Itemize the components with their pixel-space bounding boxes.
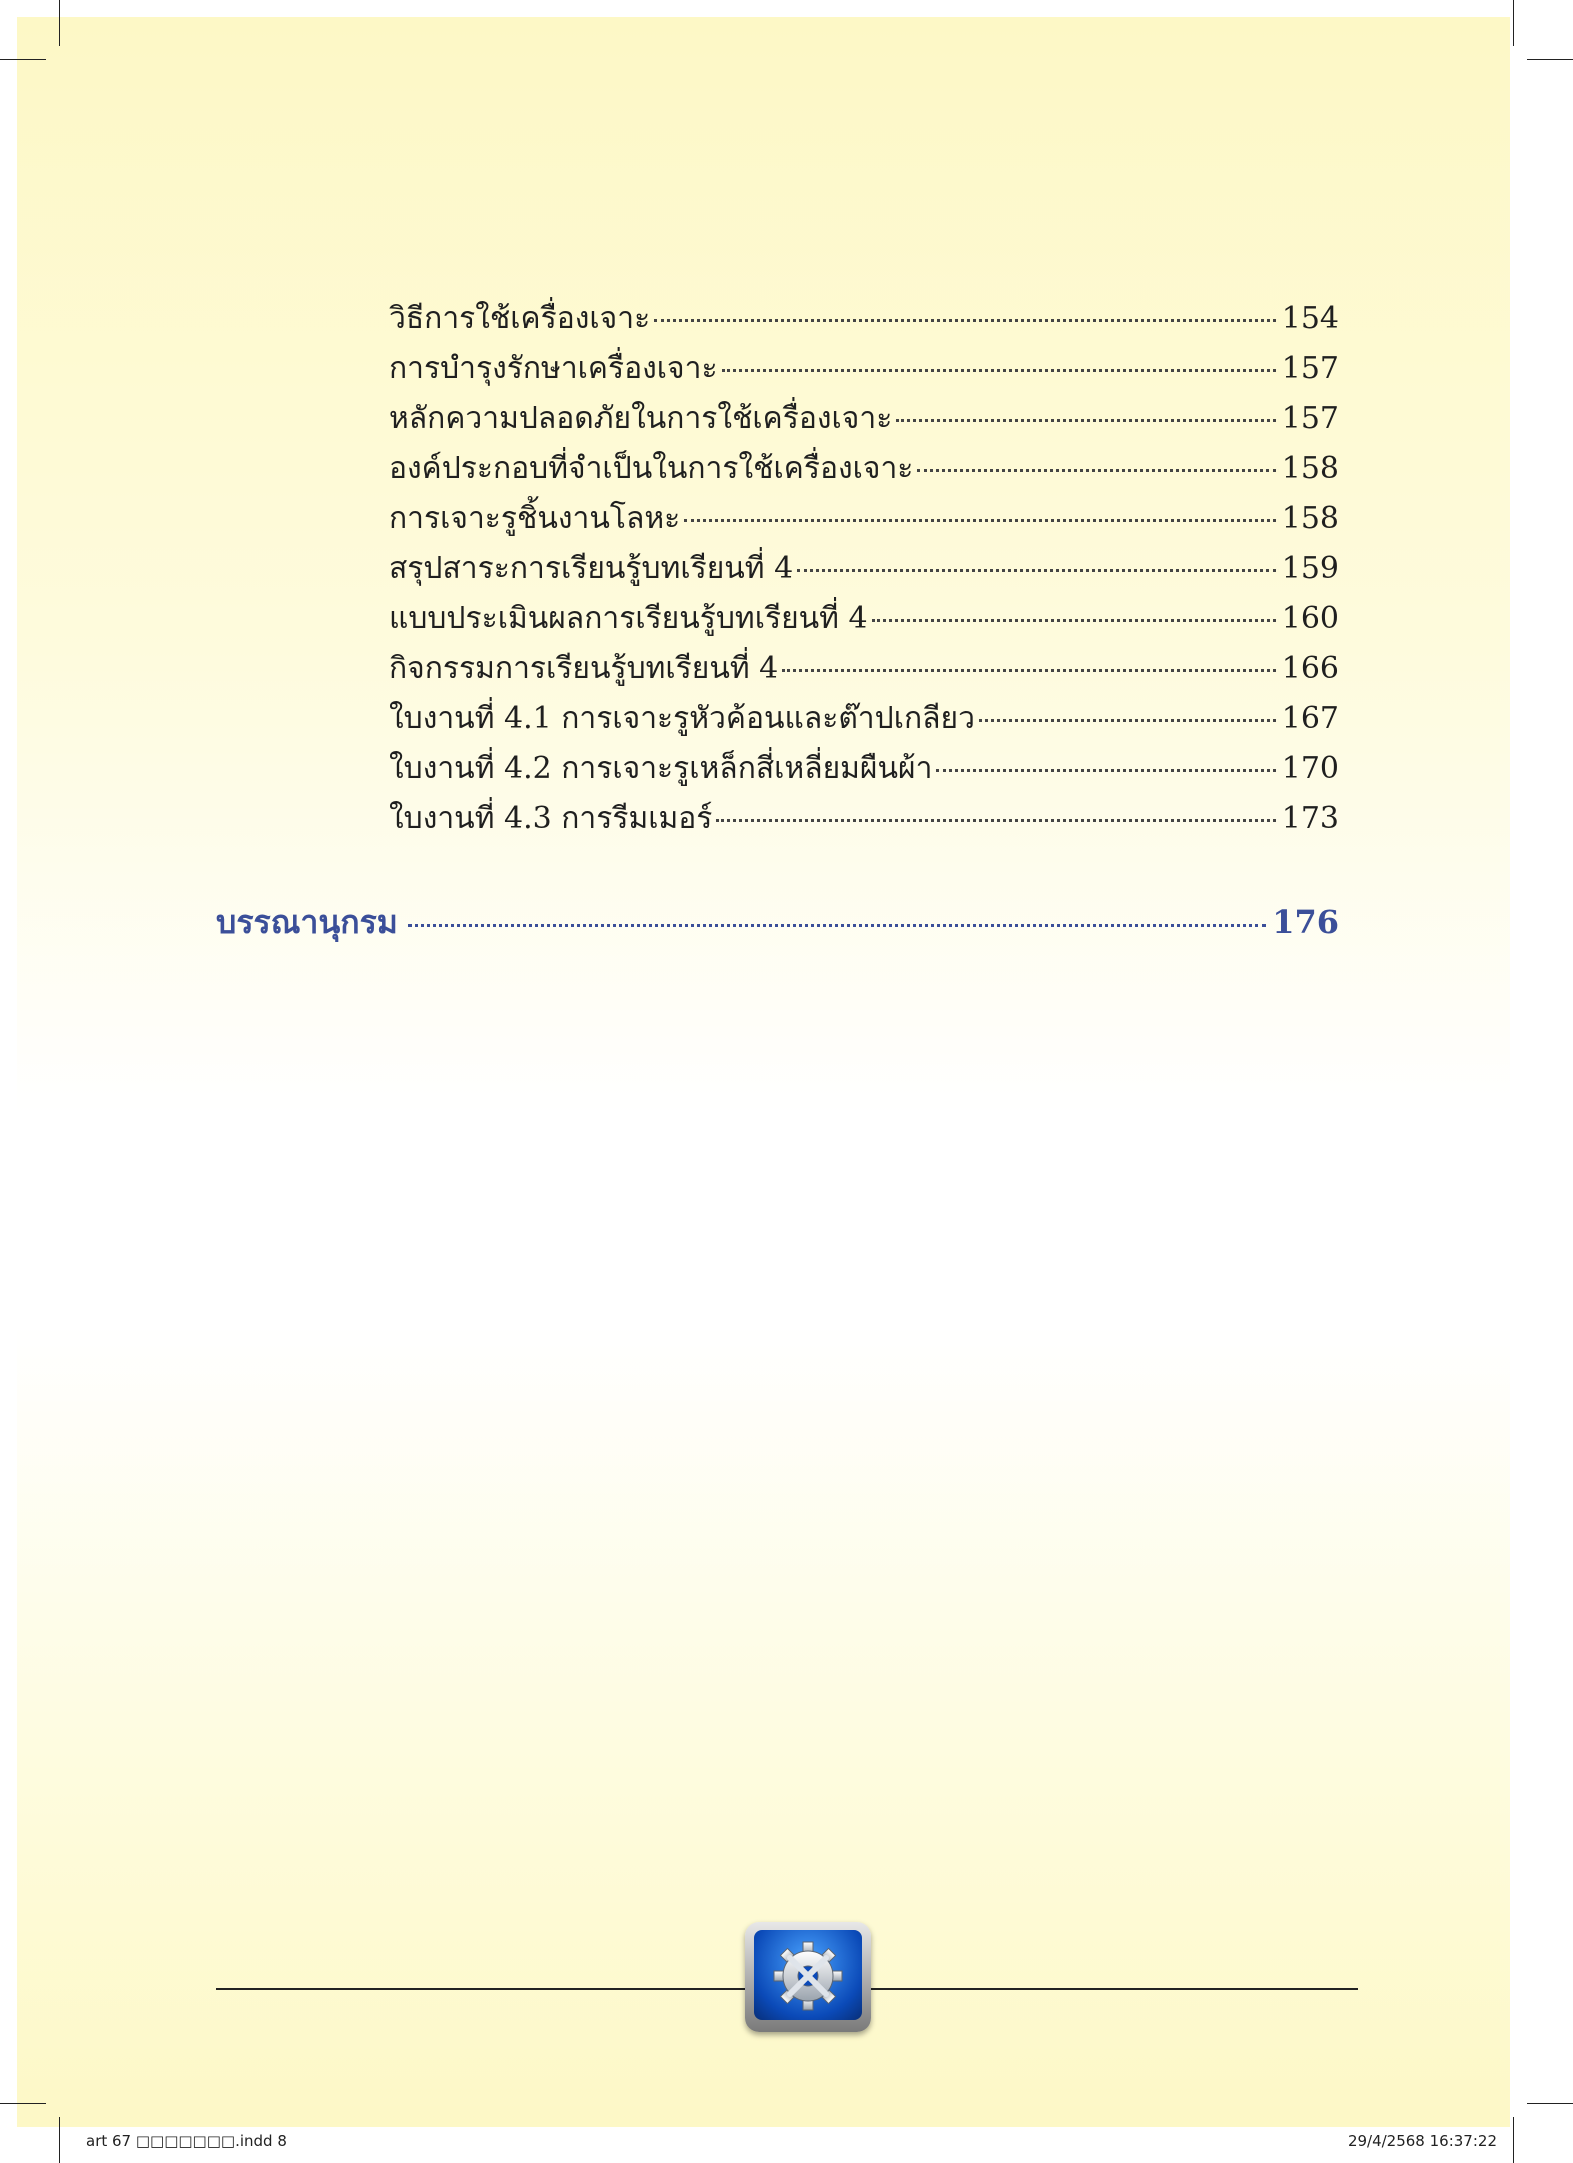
dot-leader xyxy=(979,719,1276,722)
toc-entry-page: 160 xyxy=(1281,601,1339,636)
toc-entry xyxy=(389,345,1339,395)
toc-entry-page: 158 xyxy=(1281,501,1339,536)
toc-entry xyxy=(389,595,1339,645)
toc-entry-title: กิจกรรมการเรียนรู้บทเรียนที่ 4 xyxy=(389,651,779,686)
dot-leader xyxy=(896,419,1275,422)
toc-entry xyxy=(389,545,1339,595)
dot-leader xyxy=(936,769,1275,772)
toc-entry xyxy=(389,495,1339,545)
toc-entry-title: หลักความปลอดภัยในการใช้เครื่องเจาะ xyxy=(389,401,893,436)
dot-leader xyxy=(716,819,1275,822)
toc-entry-page: 157 xyxy=(1281,401,1339,436)
dot-leader xyxy=(722,369,1276,372)
crop-mark-right-top xyxy=(1527,59,1573,60)
toc-entry-title: ใบงานที่ 4.3 การรีมเมอร์ xyxy=(389,801,713,836)
toc-entry-page: 173 xyxy=(1281,801,1339,836)
crop-mark-top-left xyxy=(59,0,60,46)
toc-entry xyxy=(389,745,1339,795)
toc-entry-title: การเจาะรูชิ้นงานโลหะ xyxy=(389,501,681,536)
table-of-contents xyxy=(389,295,1339,845)
dot-leader xyxy=(782,669,1275,672)
slug-timestamp: 29/4/2568 16:37:22 xyxy=(1347,2132,1497,2150)
crop-mark-left-top xyxy=(0,59,46,60)
dot-leader xyxy=(408,924,1266,927)
toc-entry-title: วิธีการใช้เครื่องเจาะ xyxy=(389,301,651,336)
bibliography-page: 176 xyxy=(1272,903,1339,941)
dot-leader xyxy=(872,619,1276,622)
crop-mark-top-right xyxy=(1513,0,1514,46)
toc-entry-title: ใบงานที่ 4.2 การเจาะรูเหล็กสี่เหลี่ยมผืนผ้า xyxy=(389,751,933,786)
toc-entry xyxy=(389,645,1339,695)
dot-leader xyxy=(797,569,1276,572)
toc-entry-page: 154 xyxy=(1281,301,1339,336)
gear-icon xyxy=(745,1922,871,2032)
dot-leader xyxy=(654,319,1276,322)
toc-entry-title: การบำรุงรักษาเครื่องเจาะ xyxy=(389,351,718,386)
crop-mark-bottom-right xyxy=(1513,2117,1514,2163)
toc-entry xyxy=(389,795,1339,845)
toc-entry xyxy=(389,295,1339,345)
toc-entry-page: 170 xyxy=(1281,751,1339,786)
toc-entry xyxy=(389,445,1339,495)
toc-entry-title: สรุปสาระการเรียนรู้บทเรียนที่ 4 xyxy=(389,551,794,586)
crop-mark-right-bottom xyxy=(1527,2103,1573,2104)
dot-leader xyxy=(684,519,1275,522)
toc-entry-page: 157 xyxy=(1281,351,1339,386)
toc-entry-page: 167 xyxy=(1281,701,1339,736)
crop-mark-left-bottom xyxy=(0,2103,46,2104)
bibliography-title: บรรณานุกรม xyxy=(216,903,398,941)
toc-entry-page: 158 xyxy=(1281,451,1339,486)
toc-entry xyxy=(389,695,1339,745)
toc-entry-page: 159 xyxy=(1281,551,1339,586)
toc-entry xyxy=(389,395,1339,445)
toc-entry-title: ใบงานที่ 4.1 การเจาะรูหัวค้อนและต๊าปเกลียว xyxy=(389,701,975,736)
toc-entry-title: แบบประเมินผลการเรียนรู้บทเรียนที่ 4 xyxy=(389,601,868,636)
toc-entry-page: 166 xyxy=(1281,651,1339,686)
toc-entry-title: องค์ประกอบที่จำเป็นในการใช้เครื่องเจาะ xyxy=(389,451,914,486)
crop-mark-bottom-left xyxy=(59,2117,60,2163)
bibliography-entry xyxy=(216,897,1339,948)
slug-filename: art 67 □□□□□□□.indd 8 xyxy=(86,2132,287,2150)
dot-leader xyxy=(917,469,1275,472)
